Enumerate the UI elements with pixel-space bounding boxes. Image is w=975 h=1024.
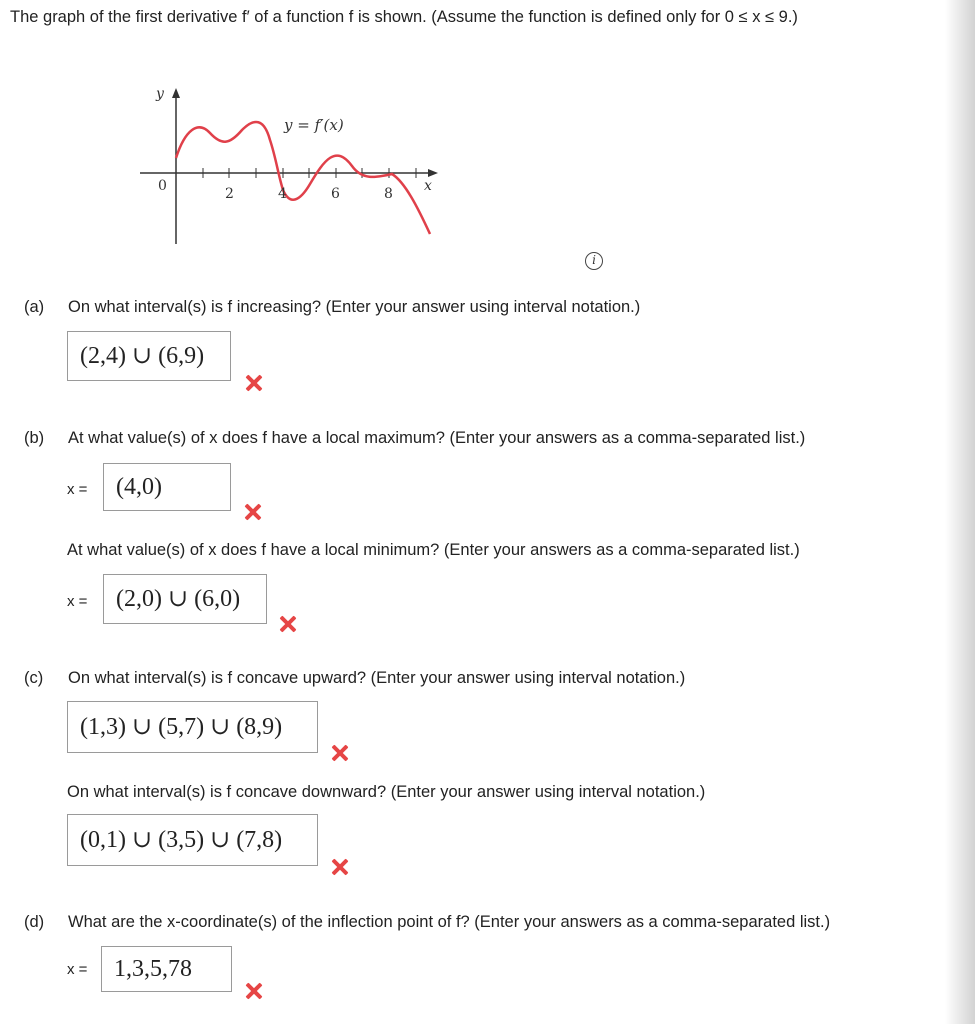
x-axis-arrow — [428, 169, 438, 177]
origin-label: 0 — [158, 178, 167, 194]
part-a-text: On what interval(s) is f increasing? (Enter your answer using interval notation.) — [68, 298, 641, 316]
concave-up-answer-input[interactable]: (1,3) ∪ (5,7) ∪ (8,9) — [67, 701, 318, 753]
x-equals-label: x = — [67, 481, 88, 498]
incorrect-mark-icon — [246, 983, 262, 999]
tick-label-8: 8 — [384, 186, 393, 202]
page-edge-shadow — [945, 0, 975, 1024]
part-a-label: (a) — [24, 298, 45, 316]
incorrect-mark-icon — [332, 745, 348, 761]
local-max-answer-input[interactable]: (4,0) — [103, 463, 231, 511]
part-c-text: On what interval(s) is f concave upward? (Enter your answer using interval notation.) — [68, 669, 686, 687]
increasing-answer-input[interactable]: (2,4) ∪ (6,9) — [67, 331, 231, 381]
derivative-graph — [130, 78, 450, 248]
x-axis-label: x — [424, 178, 432, 194]
tick-label-4: 4 — [278, 186, 287, 202]
y-axis-label: y — [156, 86, 164, 102]
x-equals-label: x = — [67, 593, 88, 610]
part-c-label: (c) — [24, 669, 44, 687]
tick-label-2: 2 — [225, 186, 234, 202]
local-min-answer-input[interactable]: (2,0) ∪ (6,0) — [103, 574, 267, 624]
incorrect-mark-icon — [245, 504, 261, 520]
curve-label: y = f′(x) — [284, 116, 344, 134]
inflection-answer-input[interactable]: 1,3,5,78 — [101, 946, 232, 992]
tick-label-6: 6 — [331, 186, 340, 202]
y-axis-arrow — [172, 88, 180, 98]
incorrect-mark-icon — [280, 616, 296, 632]
incorrect-mark-icon — [332, 859, 348, 875]
incorrect-mark-icon — [246, 375, 262, 391]
part-b-text: At what value(s) of x does f have a local maximum? (Enter your answers as a comma-separated list.) — [68, 429, 806, 447]
x-equals-label: x = — [67, 961, 88, 978]
concave-down-answer-input[interactable]: (0,1) ∪ (3,5) ∪ (7,8) — [67, 814, 318, 866]
problem-statement: The graph of the first derivative f′ of a function f is shown. (Assume the function is defined only for 0 ≤ x ≤ 9.) — [10, 8, 798, 26]
local-min-question: At what value(s) of x does f have a local minimum? (Enter your answers as a comma-separated list.) — [67, 541, 800, 559]
part-d-text: What are the x-coordinate(s) of the inflection point of f? (Enter your answers as a comma-separated list.) — [68, 913, 831, 931]
part-d-label: (d) — [24, 913, 45, 931]
part-b-label: (b) — [24, 429, 45, 447]
derivative-curve — [176, 122, 430, 234]
info-icon[interactable]: i — [585, 252, 603, 270]
concave-down-question: On what interval(s) is f concave downward? (Enter your answer using interval notation.) — [67, 783, 706, 801]
